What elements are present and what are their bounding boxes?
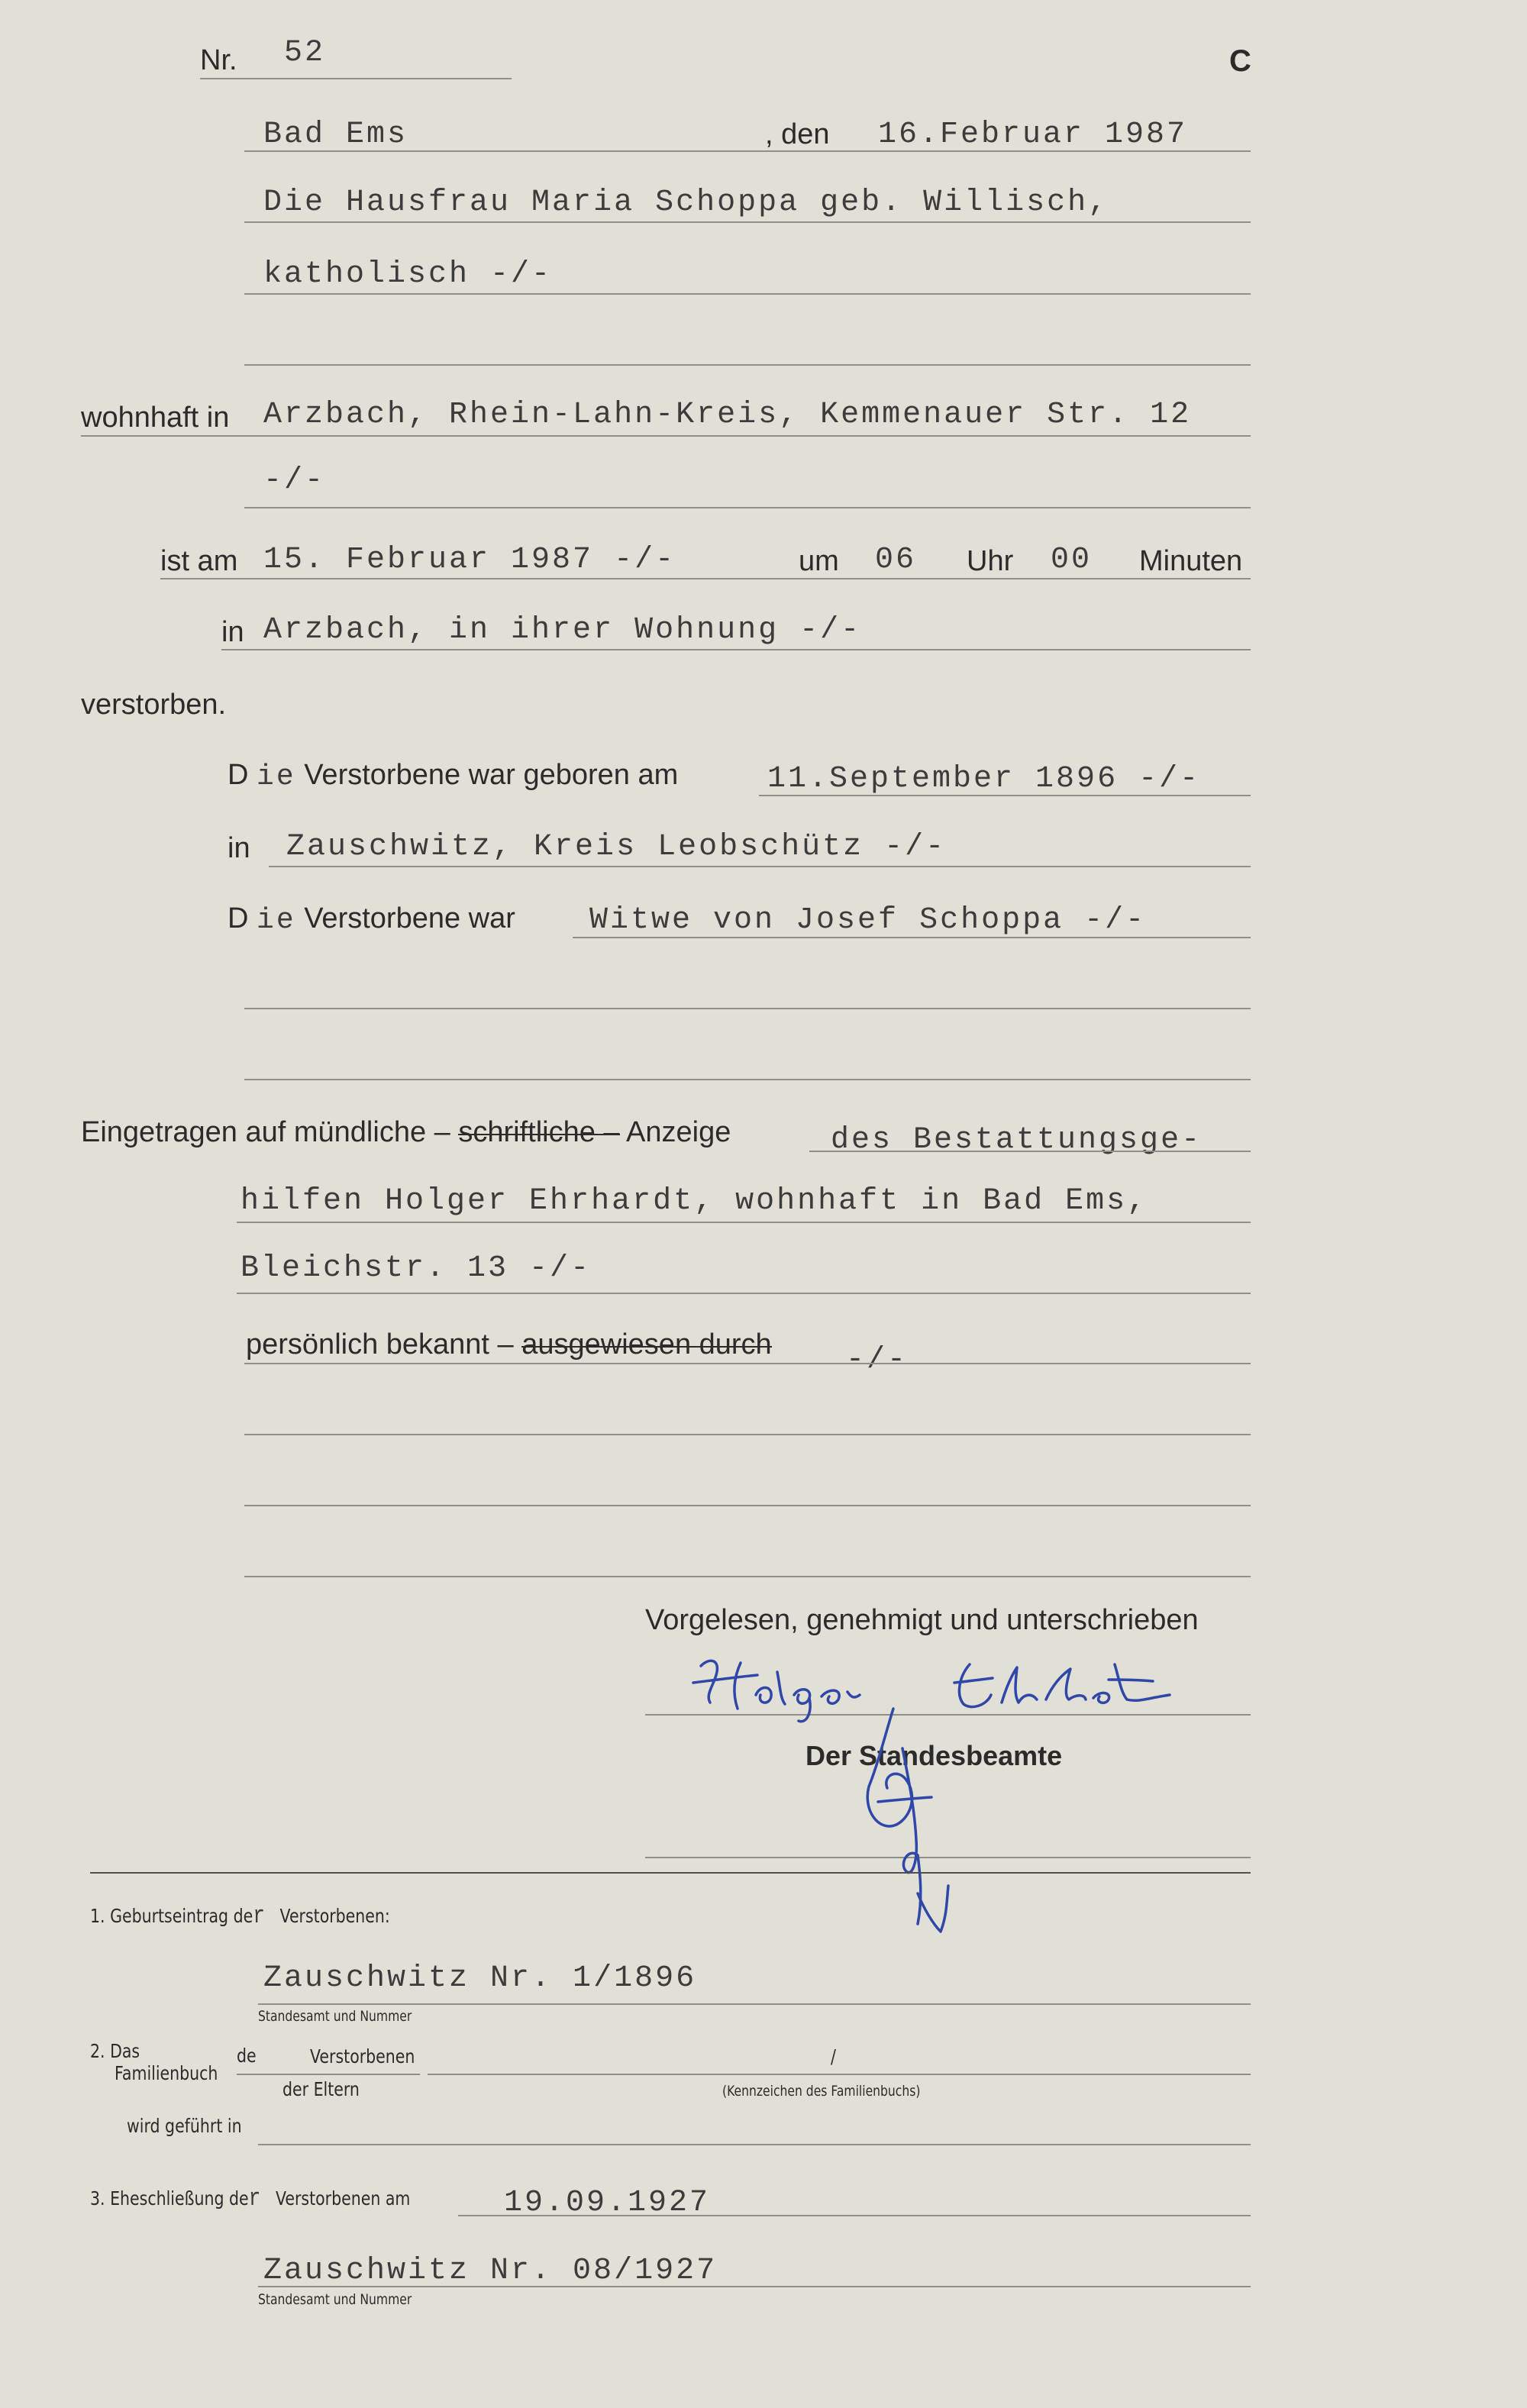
um-label: um: [799, 545, 839, 577]
rule-f3: [258, 2286, 1251, 2287]
f2-verstorbenen: Verstorbenen: [310, 2045, 415, 2067]
f1-label-r: r: [253, 1902, 265, 1930]
nr-line: [200, 78, 512, 79]
f2-eltern: der Eltern: [282, 2078, 360, 2100]
birth-in-label: in: [228, 832, 250, 864]
wohnhaft-label: wohnhaft in: [81, 402, 230, 434]
geboren-d: D: [228, 759, 249, 791]
f2-familienbuch: Familienbuch: [115, 2062, 218, 2084]
standesbeamte-label: Der Standesbeamte: [805, 1740, 1063, 1771]
verstorben-label: verstorben.: [81, 689, 227, 721]
rule-person3: [244, 364, 1251, 366]
birth-place: Zauschwitz, Kreis Leobschütz -/-: [286, 830, 947, 864]
rule-birth-place: [269, 866, 1251, 867]
death-hour: 06: [875, 543, 917, 577]
rule-f2: [428, 2074, 1251, 2075]
bekannt-label: [246, 1330, 772, 1359]
f2-gefuehrt: wird geführt in: [127, 2115, 242, 2137]
f3-label: [90, 2184, 411, 2213]
vorgelesen-text: Vorgelesen, genehmigt und unterschrieben: [645, 1604, 1199, 1636]
rule-f3-date: [458, 2215, 1251, 2216]
rule-report1: [809, 1151, 1251, 1152]
rule-bekannt: [244, 1363, 1251, 1364]
status-value: Witwe von Josef Schoppa -/-: [589, 903, 1147, 938]
rule-blank3: [244, 1434, 1251, 1435]
status-ie: ie: [257, 904, 296, 937]
rule-report3: [237, 1293, 1251, 1294]
minuten-label: Minuten: [1139, 545, 1243, 577]
signature-initials: [832, 1703, 970, 1947]
den-label: , den: [765, 118, 830, 150]
f2-slash: /: [831, 2045, 836, 2067]
f3-value: Zauschwitz Nr. 08/1927: [263, 2254, 718, 2288]
report-line1: des Bestattungsge-: [831, 1123, 1203, 1157]
ist-am-label: ist am: [160, 545, 238, 577]
geboren-ie: ie: [257, 760, 296, 793]
birth-date: 11.September 1896 -/-: [767, 762, 1201, 796]
report-pre: Eingetragen auf mündliche –: [81, 1116, 450, 1148]
rule-report2: [237, 1222, 1251, 1223]
status-label: [228, 904, 515, 935]
death-date: 15. Februar 1987 -/-: [263, 543, 676, 577]
rule-f1: [258, 2003, 1251, 2005]
in-label: in: [221, 616, 244, 648]
f1-caption: Standesamt und Nummer: [258, 2008, 412, 2025]
rule-birth-date: [759, 795, 1251, 796]
nr-value: 52: [284, 36, 326, 70]
f2-de: de: [237, 2045, 257, 2067]
rule-date: [244, 150, 1251, 152]
f1-label: [90, 1904, 390, 1929]
rule-status: [573, 937, 1251, 938]
geboren-label: [228, 760, 678, 792]
f2-das: 2. Das: [90, 2040, 140, 2062]
rule-blank2: [244, 1079, 1251, 1080]
person-line2: katholisch -/-: [263, 257, 553, 292]
person-line1: Die Hausfrau Maria Schoppa geb. Willisch,: [263, 186, 1109, 220]
death-minute: 00: [1051, 543, 1093, 577]
rule-address1: [81, 435, 1251, 437]
rule-death-time: [160, 578, 1251, 579]
report-line3: Bleichstr. 13 -/-: [241, 1251, 592, 1286]
bekannt-value: -/-: [846, 1343, 909, 1377]
status-rest: Verstorbene war: [304, 902, 515, 934]
address-line1: Arzbach, Rhein-Lahn-Kreis, Kemmenauer Str. 12: [263, 398, 1192, 432]
rule-person2: [244, 293, 1251, 295]
entry-place: Bad Ems: [263, 118, 408, 152]
rule-blank5: [244, 1576, 1251, 1577]
rule-blank1: [244, 1008, 1251, 1009]
report-struck: schriftliche –: [458, 1116, 620, 1148]
rule-blank4: [244, 1505, 1251, 1506]
f3-label-r: r: [248, 2184, 261, 2213]
f1-value: Zauschwitz Nr. 1/1896: [263, 1961, 697, 1996]
status-d: D: [228, 902, 249, 934]
rule-person1: [244, 221, 1251, 223]
f3-label-a: 3. Eheschließung de: [90, 2187, 249, 2209]
bekannt-struck: ausgewiesen durch: [521, 1328, 772, 1361]
report-label: [81, 1118, 731, 1147]
f3-caption: Standesamt und Nummer: [258, 2291, 412, 2308]
report-post: Anzeige: [626, 1116, 731, 1148]
address-line2: -/-: [263, 463, 326, 498]
rule-f2-gefuehrt: [258, 2144, 1251, 2145]
f1-label-b: Verstorbenen:: [279, 1905, 390, 1927]
f2-kennzeichen: (Kennzeichen des Familienbuchs): [722, 2083, 921, 2100]
rule-address2: [244, 507, 1251, 508]
death-place: Arzbach, in ihrer Wohnung -/-: [263, 613, 862, 647]
report-line2: hilfen Holger Ehrhardt, wohnhaft in Bad Ems,: [241, 1184, 1148, 1219]
geboren-rest: Verstorbene war geboren am: [304, 759, 679, 791]
rule-f2-de: [237, 2074, 420, 2075]
f3-label-b: Verstorbenen am: [275, 2187, 411, 2209]
nr-label: Nr.: [200, 44, 237, 76]
uhr-label: Uhr: [967, 545, 1014, 577]
f3-date: 19.09.1927: [504, 2186, 711, 2220]
f1-label-a: 1. Geburtseintrag de: [90, 1905, 253, 1927]
entry-date: 16.Februar 1987: [878, 118, 1188, 152]
rule-footnote-separator: [90, 1872, 1251, 1874]
bekannt-pre: persönlich bekannt –: [246, 1328, 514, 1361]
corner-letter: C: [1229, 44, 1251, 78]
rule-death-place: [221, 649, 1251, 650]
